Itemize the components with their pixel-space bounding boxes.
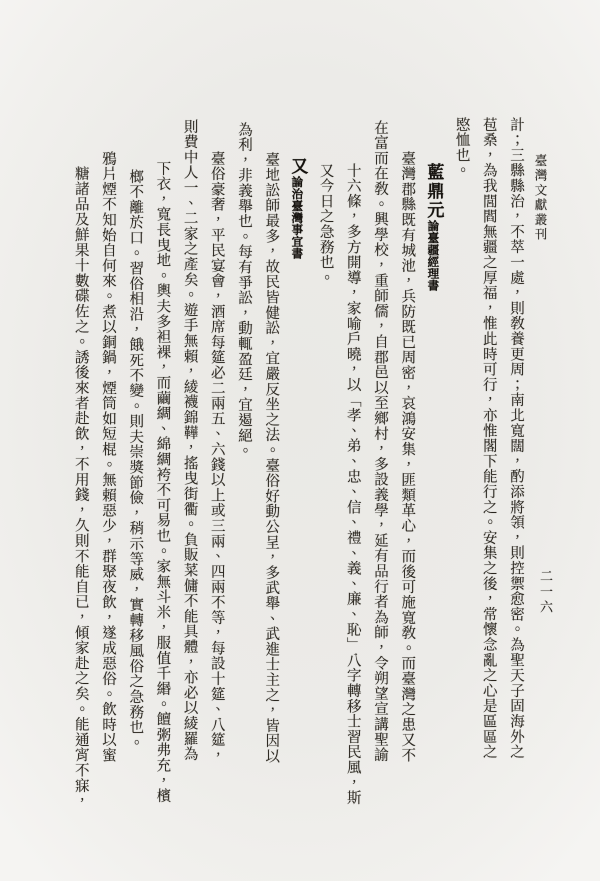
text-column-2: 苞桑，為我閭閻無疆之厚福，惟此時可行，亦惟閣下能行之。安集之後，常懷念亂之心是區區之 [480, 117, 497, 760]
text-column-7: 十六條，多方開導，家喻戶曉，以「孝、弟、忠、信、禮、義、廉、恥」八字轉移士習民風，斯 [344, 162, 361, 806]
heading-name: 又 [287, 156, 308, 176]
text-column-17: 糖諸品及鮮果十數碟佐之。誘後來者赴飲，不用錢，久則不能自已，傾家赴之矣。能通宵不寐， [72, 165, 89, 809]
text-column-13: 則費中人一、二家之產矣。遊手無賴，綾襪錦鞾，搖曳街衢。負販菜傭不能具體，亦必以綾羅為 [181, 118, 198, 762]
heading-name: 藍鼎元 [423, 162, 444, 220]
section-heading [284, 157, 311, 259]
heading-subtitle: 論臺疆經理書 [426, 219, 441, 292]
text-column-3: 愍恤也。 [453, 117, 470, 179]
text-column-5: 臺灣郡縣既有城池，兵防既已周密，哀鴻安集，匪類革心，而後可施寬敎。而臺灣之患又不 [399, 150, 416, 763]
text-column-10: 臺地訟師最多，故民皆健訟，宜嚴反坐之法。臺俗好動公呈，多武舉、武進士主之，皆因以 [263, 152, 280, 765]
text-column-6: 在富而在敎。興學校，重師儒，自郡邑以至鄉村，多設義學，延有品行者為師，令朔望宣講聖諭 [372, 120, 388, 763]
text-column-8: 又今日之急務也。 [317, 162, 334, 286]
text-column-14: 下衣，寬長曳地。輿夫多袒裸，而繭綢、綿綢袴不可易也。家無斗米，服值千緡。饘粥弗充，檳 [154, 161, 171, 804]
text-column-12: 臺俗豪奢，平民宴會，酒席每筵必二兩五、六錢以上或三兩、四兩不等，每設十筵、八筵， [208, 150, 225, 763]
text-column-11: 為利，非義舉也。每有爭訟，動輒盈廷，宜遏絕。 [236, 121, 252, 459]
text-column-1: 計；三縣縣治，不萃一處，則敎養更周；南北寬闊，酌添將領，則控禦愈密。為聖天子固海外之 [508, 117, 524, 760]
page-number: 二一六 [537, 569, 552, 616]
text-column-15: 榔不離於口。習俗相沿，餓死不變。則夫崇獎節儉，稍示等威，實轉移風俗之急務也。 [127, 169, 144, 751]
running-header: 臺灣文獻叢刊 [533, 154, 548, 243]
text-column-16: 鴉片煙不知始自何來。煮以銅鍋，煙筒如短棍。無賴惡少，群聚夜飲，遂成惡俗。飲時以蜜 [100, 150, 116, 763]
heading-subtitle: 論治臺灣事宜書 [290, 175, 305, 260]
section-heading [420, 163, 447, 291]
